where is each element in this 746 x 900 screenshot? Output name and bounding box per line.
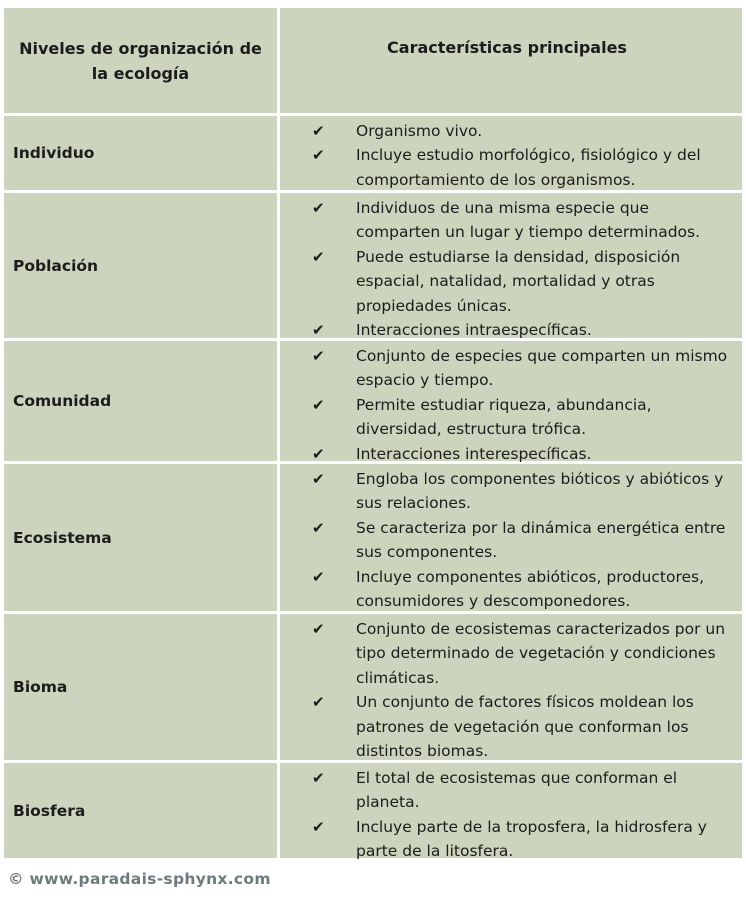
level-name: Población xyxy=(13,256,99,275)
header-levels: Niveles de organización de la ecología xyxy=(4,8,277,113)
table-row xyxy=(4,614,742,760)
characteristic-text: Engloba los componentes bióticos y abióticos y sus relaciones. xyxy=(356,470,724,513)
table-header-row xyxy=(4,8,742,113)
level-cell xyxy=(4,193,277,338)
characteristics-cell xyxy=(280,763,742,861)
list-item xyxy=(280,393,734,442)
list-item xyxy=(280,196,734,245)
characteristic-text: Conjunto de especies que comparten un mismo espacio y tiempo. xyxy=(356,347,728,390)
characteristics-list xyxy=(280,617,734,763)
check-mark-icon: ✔ xyxy=(312,518,325,537)
characteristic-text: Conjunto de ecosistemas caracterizados por un tipo determinado de vegetación y condiciones climáticas. xyxy=(356,620,726,687)
level-name: Individuo xyxy=(13,144,95,162)
characteristics-list xyxy=(280,467,734,613)
check-mark-icon: ✔ xyxy=(312,146,325,165)
characteristics-list xyxy=(280,344,734,466)
characteristics-list xyxy=(280,119,734,192)
header-characteristics: Características principales xyxy=(280,8,742,113)
characteristic-text: Incluye estudio morfológico, fisiológico y del comportamiento de los organismos. xyxy=(356,146,701,189)
list-item xyxy=(280,815,734,864)
list-item xyxy=(280,617,734,690)
characteristic-text: Un conjunto de factores físicos moldean los patrones de vegetación que conforman los distintos biomas. xyxy=(356,693,694,761)
table-row xyxy=(4,341,742,461)
check-mark-icon: ✔ xyxy=(312,395,325,414)
list-item xyxy=(280,119,734,143)
level-name: Bioma xyxy=(13,678,68,696)
level-cell xyxy=(4,116,277,190)
check-mark-icon: ✔ xyxy=(312,470,325,488)
check-mark-icon: ✔ xyxy=(312,444,325,463)
table-row xyxy=(4,116,742,190)
level-cell xyxy=(4,614,277,760)
list-item xyxy=(280,143,734,192)
characteristic-text: Organismo vivo. xyxy=(356,122,483,140)
characteristics-list xyxy=(280,766,734,864)
characteristic-text: El total de ecosistemas que conforman el planeta. xyxy=(356,769,678,812)
list-item xyxy=(280,318,734,342)
level-cell xyxy=(4,763,277,858)
characteristic-text: Interacciones intraespecíficas. xyxy=(356,321,592,340)
list-item xyxy=(280,467,734,516)
table-row xyxy=(4,763,742,861)
characteristic-text: Incluye parte de la troposfera, la hidrosfera y parte de la litosfera. xyxy=(356,817,707,861)
characteristic-text: Puede estudiarse la densidad, disposición espacial, natalidad, mortalidad y otras propiedades únicas. xyxy=(356,247,681,315)
check-mark-icon: ✔ xyxy=(312,693,325,712)
characteristics-cell xyxy=(280,116,742,190)
level-name: Biosfera xyxy=(13,801,86,820)
table-row xyxy=(4,193,742,338)
characteristic-text: Se caracteriza por la dinámica energética entre sus componentes. xyxy=(356,518,726,562)
list-item xyxy=(280,766,734,815)
check-mark-icon: ✔ xyxy=(312,620,325,638)
check-mark-icon: ✔ xyxy=(312,199,325,217)
check-mark-icon: ✔ xyxy=(312,122,325,140)
check-mark-icon: ✔ xyxy=(312,769,325,787)
list-item xyxy=(280,516,734,565)
ecology-levels-table xyxy=(4,8,742,861)
characteristics-cell xyxy=(280,464,742,611)
check-mark-icon: ✔ xyxy=(312,817,325,836)
check-mark-icon: ✔ xyxy=(312,347,325,365)
characteristics-list xyxy=(280,196,734,342)
characteristics-cell xyxy=(280,341,742,461)
check-mark-icon: ✔ xyxy=(312,247,325,266)
level-cell xyxy=(4,464,277,611)
check-mark-icon: ✔ xyxy=(312,567,325,586)
level-name: Ecosistema xyxy=(13,528,112,547)
list-item xyxy=(280,565,734,614)
characteristic-text: Incluye componentes abióticos, productores, consumidores y descomponedores. xyxy=(356,567,705,611)
list-item xyxy=(280,442,734,466)
characteristics-cell xyxy=(280,614,742,760)
table-row xyxy=(4,464,742,611)
characteristics-cell xyxy=(280,193,742,338)
check-mark-icon: ✔ xyxy=(312,321,325,340)
list-item xyxy=(280,690,734,763)
level-cell xyxy=(4,341,277,461)
list-item xyxy=(280,344,734,393)
level-name: Comunidad xyxy=(13,392,112,410)
characteristic-text: Individuos de una misma especie que comparten un lugar y tiempo determinados. xyxy=(356,199,701,242)
list-item xyxy=(280,245,734,318)
watermark: © www.paradais-sphynx.com xyxy=(8,870,271,888)
characteristic-text: Permite estudiar riqueza, abundancia, diversidad, estructura trófica. xyxy=(356,395,652,439)
characteristic-text: Interacciones interespecíficas. xyxy=(356,444,592,463)
